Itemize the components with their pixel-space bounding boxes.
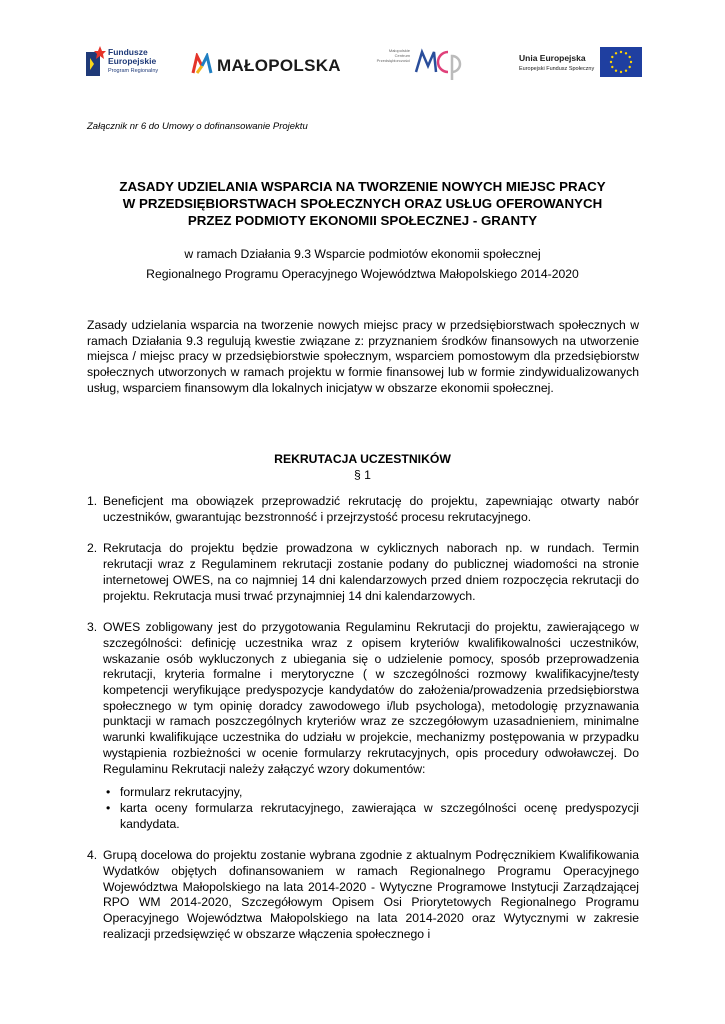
- section-title: REKRUTACJA UCZESTNIKÓW: [274, 452, 451, 466]
- logo-bar: [86, 40, 642, 84]
- fe-title: [108, 48, 156, 66]
- list-item: [87, 848, 639, 942]
- malopolska-text: MAŁOPOLSKA: [217, 56, 341, 75]
- mcp-text-3: Przedsiębiorczości: [376, 58, 410, 63]
- list-item-text: Rekrutacja do projektu będzie prowadzona w cyklicznych naborach np. w rundach. Termin rekrutacji wraz z Regulaminem rekrutacji zostanie podany do publicznej wiadomości na stronie internetowej OWES, na co najmniej 14 dni kalendarzowych przed dniem rozpoczęcia rekrutacji do projektu. Rekrutacja musi trwać przynajmniej 14 dni kalendarzowych.: [103, 541, 639, 603]
- list-item-number: 3.: [87, 620, 98, 635]
- title-line-3: PRZEZ PODMIOTY EKONOMII SPOŁECZNEJ - GRANTY: [187, 213, 538, 228]
- list-item-number: 1.: [87, 494, 98, 508]
- ue-logo: [506, 40, 646, 84]
- fe-title-1: Fundusze: [108, 47, 148, 57]
- mcp-text-2: Centrum: [394, 53, 410, 58]
- mcp-text-1: Małopolskie: [388, 48, 410, 53]
- list-item-text: Grupą docelowa do projektu zostanie wybrana zgodnie z aktualnym Podręcznikiem Kwalifikowania Wydatków objętych dofinansowaniem w ramach Regionalnego Programu Operacyjnego Województwa Małopolskiego na lata 2014-2020 - Wytyczne Programowe Instytucji Zarządzającej RPO WM 2014-2020, Szczegółowym Opisem Osi Priorytetowych Regionalnego Programu Operacyjnego Województwa Małopolskiego na lata 2014-2020 oraz Wytycznymi w zakresie realizacji przedsięwzięć w obszarze włączenia społecznego i: [103, 848, 639, 941]
- ue-title: Unia Europejska: [519, 53, 586, 63]
- eu-flag-icon: [600, 47, 642, 77]
- subtitle-line-2: Regionalnego Programu Operacyjnego Województwa Małopolskiego 2014-2020: [146, 267, 579, 281]
- mcp-text: [372, 48, 410, 63]
- list-item-text: Beneficjent ma obowiązek przeprowadzić rekrutację do projektu, zapewniając otwarty nabór uczestników, gwarantując bezstronność i przejrzystość procesu rekrutacyjnego.: [103, 494, 639, 524]
- mcp-mark-icon: [414, 42, 464, 82]
- list-item-number: 4.: [87, 848, 98, 863]
- numbered-list: [87, 494, 639, 959]
- bullet-item: • formularz rekrutacyjny,: [103, 785, 639, 801]
- intro-paragraph: Zasady udzielania wsparcia na tworzenie nowych miejsc pracy w przedsiębiorstwach społecznych w ramach Działania 9.3 regulują kwestie związane z: przyznaniem środków finansowych na utworzenie miejsca / miejsc pracy w przedsiębiorstwie społecznym, wsparciem pomostowym dla przedsiębiorstw społecznych utworzonych w ramach projektu w formie finansowej lub w formie zindywidualizowanych usług, wsparciem finansowym dla lokalnych inicjatyw w obszarze ekonomii społecznej.: [87, 318, 639, 395]
- fe-title-2: Europejskie: [108, 56, 157, 66]
- bullet-list: [103, 785, 639, 832]
- ue-subtitle: Europejski Fundusz Społeczny: [519, 66, 595, 72]
- document-title: [60, 178, 665, 229]
- fe-subtitle: Program Regionalny: [108, 68, 159, 74]
- fe-star-icon: [86, 46, 106, 76]
- attachment-note: Załącznik nr 6 do Umowy o dofinansowanie Projektu: [87, 121, 308, 132]
- list-item-text: OWES zobligowany jest do przygotowania Regulaminu Rekrutacji do projektu, zawierającego w szczególności: definicję uczestnika wraz z opisem kryteriów kwalifikowalności uczestników, wskazanie osób wykluczonych z ubiegania się o udzielenie pomocy, sposób przeprowadzenia rekrutacji, kryteria formalne i merytoryczne ( w szczególności rozmowy kwalifikacyjne/testy kompetencji weryfikujące predyspozycje kandydatów do założenia/prowadzenia przedsiębiorstwa społecznego w tym opinię doradcy zawodowego i/lub psychologa), metodologię przyznawania punktacji w ramach poszczególnych kryteriów wraz ze szczegółowym uzasadnieniem, minimalne warunki kwalifikujące uczestnika do udziału w projekcie, mechanizmy postępowania w przypadku wystąpienia rozbieżności w ocenie formularzy rekrutacyjnych, opis procedury odwoławczej. Do Regulaminu Rekrutacji należy załączyć wzory dokumentów:: [103, 620, 639, 776]
- subtitle-line-1: w ramach Działania 9.3 Wsparcie podmiotów ekonomii społecznej: [184, 247, 541, 261]
- list-item: [87, 541, 639, 604]
- list-item: [87, 620, 639, 832]
- list-item: [87, 494, 639, 525]
- malopolska-m-icon: [191, 53, 213, 75]
- mcp-logo: [372, 40, 472, 84]
- title-line-1: ZASADY UDZIELANIA WSPARCIA NA TWORZENIE NOWYCH MIEJSC PRACY: [119, 179, 606, 194]
- malopolska-logo: [191, 40, 351, 84]
- list-item-number: 2.: [87, 541, 98, 556]
- section-number: § 1: [354, 468, 371, 482]
- title-line-2: W PRZEDSIĘBIORSTWACH SPOŁECZNYCH ORAZ USŁUG OFEROWANYCH: [122, 196, 603, 211]
- document-subtitle: [60, 244, 665, 284]
- bullet-item: • karta oceny formularza rekrutacyjnego, zawierająca w szczególności ocenę predyspozycji kandydata.: [103, 801, 639, 832]
- fundusze-europejskie-logo: [86, 40, 176, 84]
